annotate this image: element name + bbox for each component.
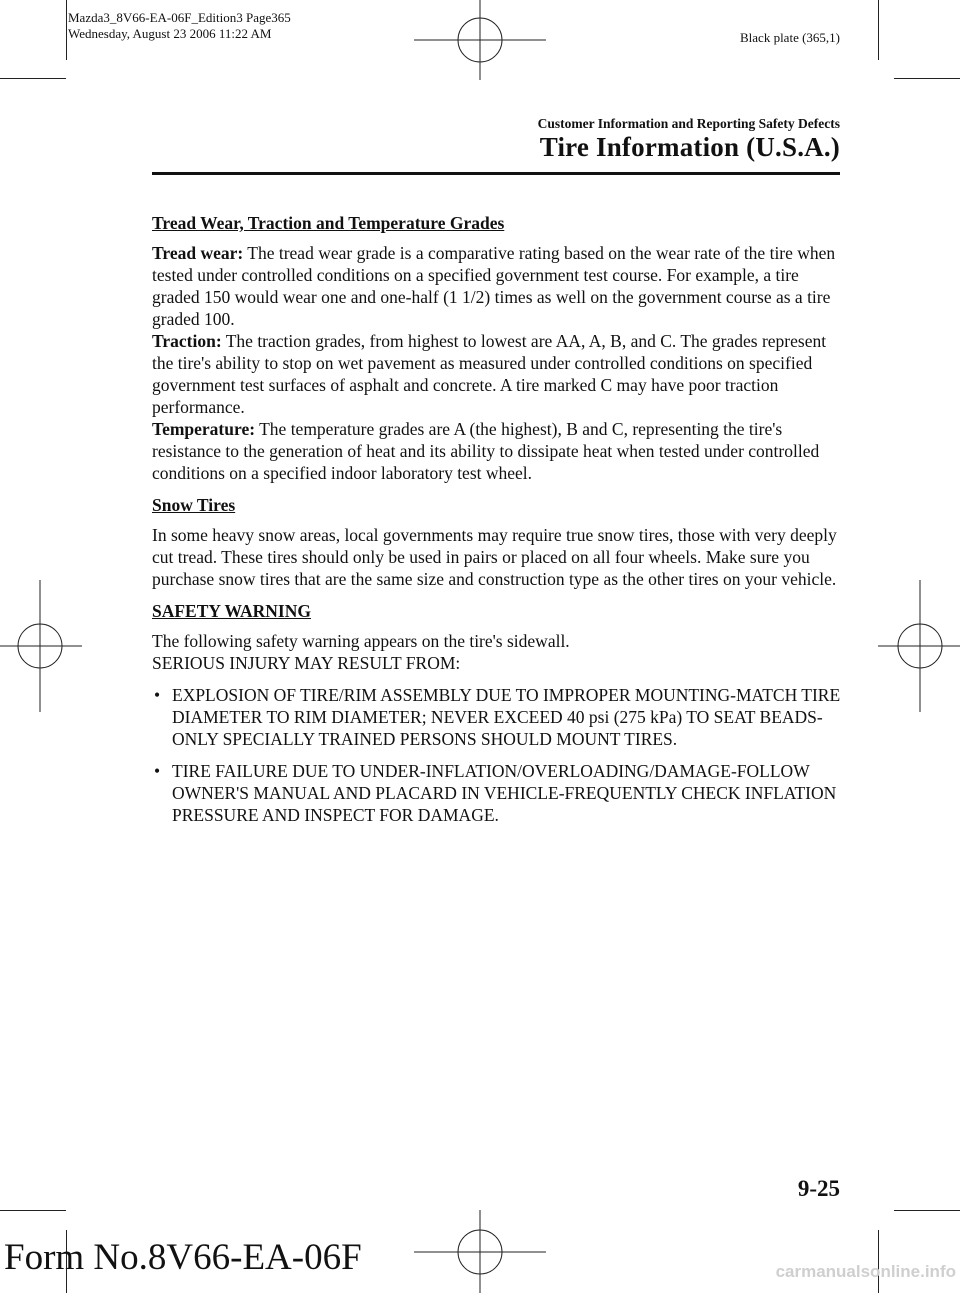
- registration-mark-bottom: [414, 1210, 546, 1293]
- bullet-icon: •: [154, 761, 161, 781]
- traction-label: Traction:: [152, 331, 222, 351]
- grades-heading: Tread Wear, Traction and Temperature Grades: [152, 213, 505, 233]
- warning-injury-line: SERIOUS INJURY MAY RESULT FROM:: [152, 653, 461, 673]
- form-number: Form No.8V66-EA-06F: [4, 1237, 362, 1278]
- section-title: Customer Information and Reporting Safety Defects: [537, 116, 840, 131]
- list-item: [152, 760, 842, 826]
- grades-section: [152, 242, 842, 484]
- list-item: [152, 684, 842, 750]
- warning-bullet-text: TIRE FAILURE DUE TO UNDER-INFLATION/OVERLOADING/DAMAGE-FOLLOW OWNER'S MANUAL AND PLACARD IN VEHICLE-FREQUENTLY CHECK INFLATION PRESSURE AND INSPECT FOR DAMAGE.: [172, 761, 837, 825]
- black-plate-label: Black plate (365,1): [740, 30, 840, 45]
- tread-wear-paragraph: [152, 242, 842, 330]
- print-file-info: [68, 10, 291, 42]
- temperature-label: Temperature:: [152, 419, 256, 439]
- registration-mark-top: [414, 0, 546, 80]
- temperature-paragraph: [152, 418, 842, 484]
- print-file-line: Mazda3_8V66-EA-06F_Edition3 Page365: [68, 10, 291, 25]
- warning-intro-line: The following safety warning appears on the tire's sidewall.: [152, 631, 570, 651]
- bullet-icon: •: [154, 685, 161, 705]
- watermark: carmanualsonline.info: [775, 1262, 956, 1281]
- page-title: Tire Information (U.S.A.): [539, 132, 840, 162]
- safety-warning-heading: SAFETY WARNING: [152, 601, 311, 621]
- traction-paragraph: [152, 330, 842, 418]
- page-content: [152, 212, 842, 836]
- temperature-text: The temperature grades are A (the highest), B and C, representing the tire's resistance to the generation of heat and its ability to dissipate heat when tested under controlled conditions on a specified indoor laboratory test wheel.: [152, 419, 820, 483]
- page-number: 9-25: [797, 1176, 840, 1201]
- header-rule: [152, 172, 840, 175]
- snow-tires-text: In some heavy snow areas, local governments may require true snow tires, those with very deeply cut tread. These tires should only be used in pairs or placed on all four wheels. Make sure you purchase snow tires that are the same size and construction type as the other tires on your vehicle.: [152, 525, 837, 589]
- tread-wear-text: The tread wear grade is a comparative rating based on the wear rate of the tire when tested under controlled conditions on a specified government test course. For example, a tire graded 150 would wear one and one-half (1 1/2) times as well on the government course as a tire graded 100.: [152, 243, 836, 329]
- safety-warning-intro: [152, 630, 842, 674]
- registration-mark-right: [878, 580, 960, 712]
- registration-mark-left: [0, 580, 82, 712]
- warning-bullet-text: EXPLOSION OF TIRE/RIM ASSEMBLY DUE TO IMPROPER MOUNTING-MATCH TIRE DIAMETER TO RIM DIAMETER; NEVER EXCEED 40 psi (275 kPa) TO SEAT BEADS-ONLY SPECIALLY TRAINED PERSONS SHOULD MOUNT TIRES.: [172, 685, 841, 749]
- snow-tires-heading: Snow Tires: [152, 495, 236, 515]
- traction-text: The traction grades, from highest to lowest are AA, A, B, and C. The grades represent the tire's ability to stop on wet pavement as measured under controlled conditions on specified government test surfaces of asphalt and concrete. A tire marked C may have poor traction performance.: [152, 331, 827, 417]
- print-date-line: Wednesday, August 23 2006 11:22 AM: [68, 26, 272, 41]
- tread-wear-label: Tread wear:: [152, 243, 244, 263]
